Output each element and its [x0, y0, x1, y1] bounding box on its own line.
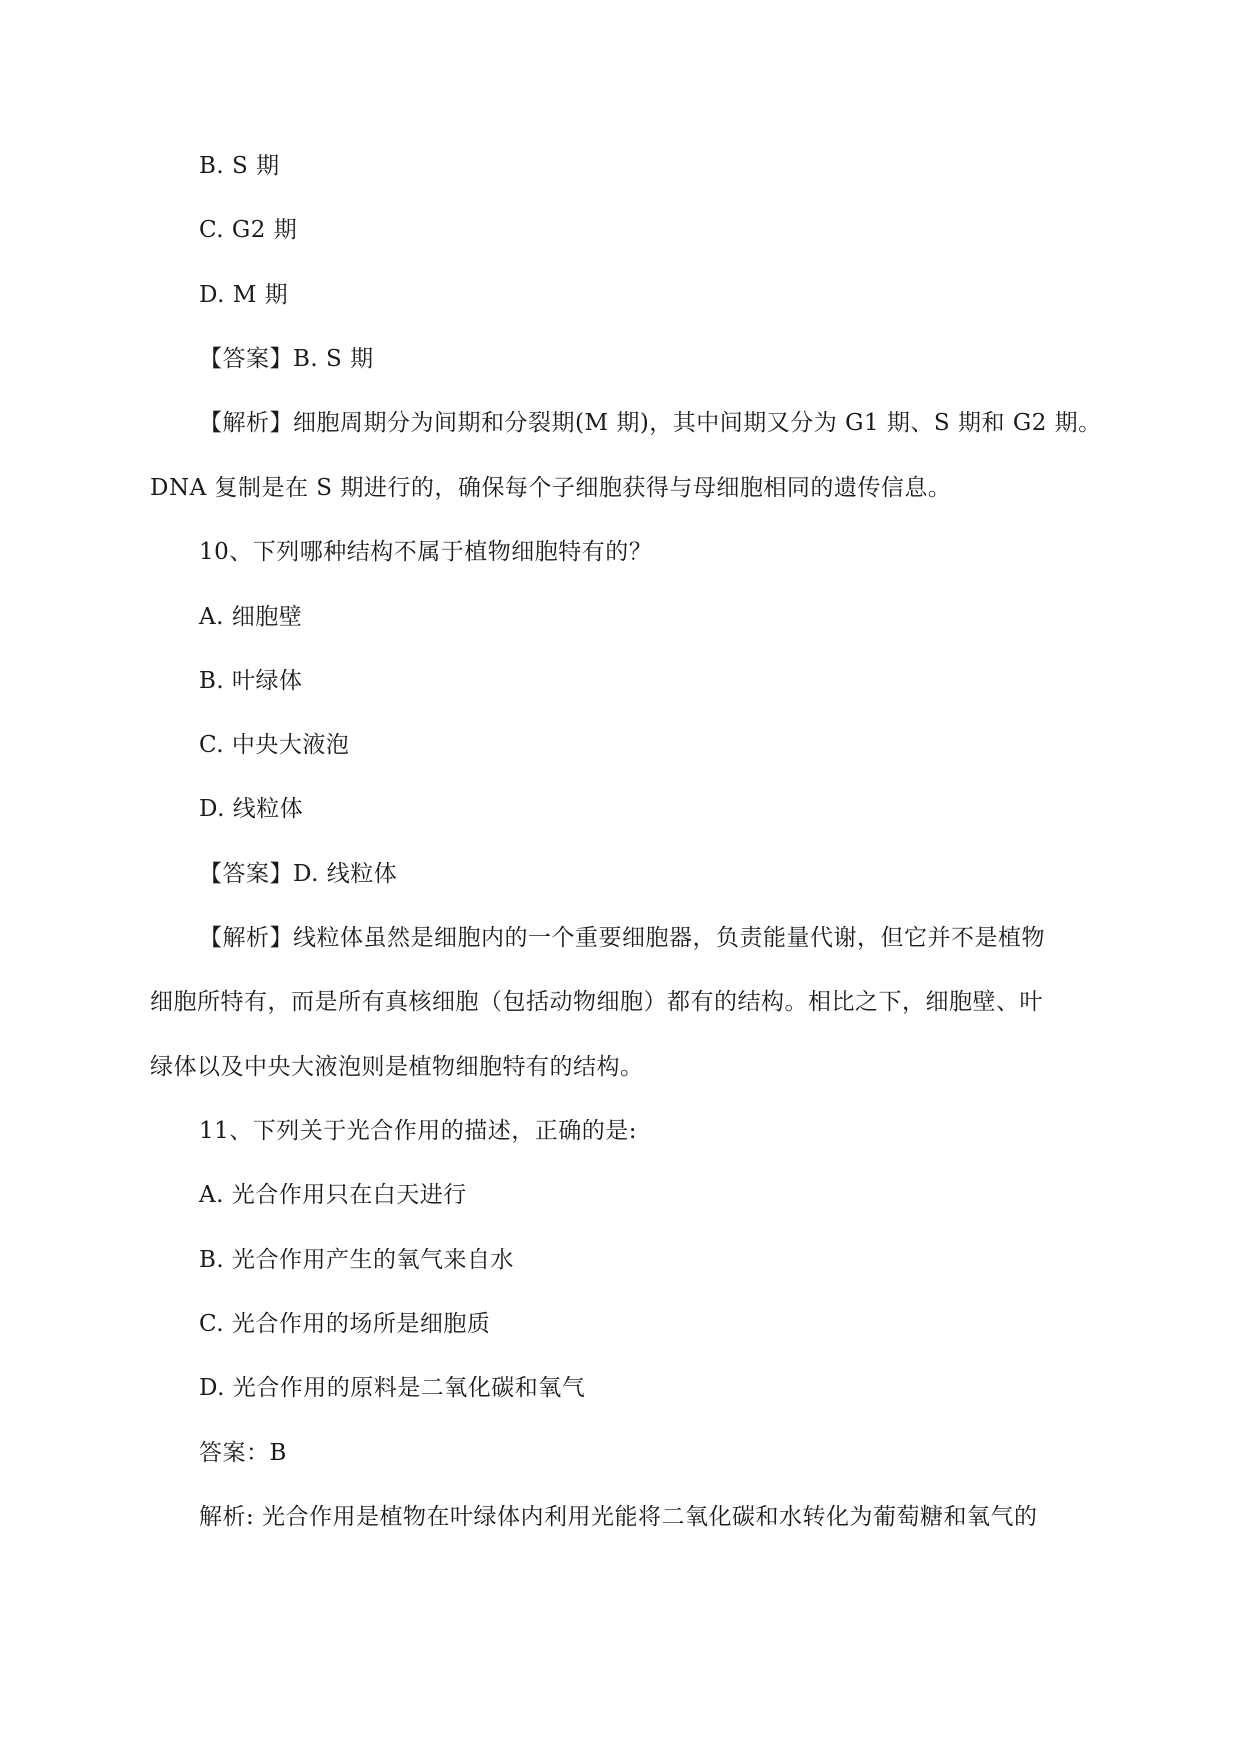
- q11-option-c: C. 光合作用的场所是细胞质: [199, 1311, 491, 1337]
- q10-answer: 【答案】D. 线粒体: [199, 861, 398, 887]
- q10-option-d: D. 线粒体: [199, 796, 304, 822]
- q10-analysis-line-2: 细胞所特有，而是所有真核细胞（包括动物细胞）都有的结构。相比之下，细胞壁、叶: [150, 989, 1043, 1015]
- q9-analysis-line-1: 【解析】细胞周期分为间期和分裂期(M 期)，其中间期又分为 G1 期、S 期和 G2 期。: [199, 410, 1102, 436]
- q10-option-b: B. 叶绿体: [199, 668, 303, 694]
- q10-question: 10、下列哪种结构不属于植物细胞特有的？: [199, 539, 653, 565]
- q10-analysis-line-1: 【解析】线粒体虽然是细胞内的一个重要细胞器，负责能量代谢，但它并不是植物: [199, 925, 1045, 951]
- q10-option-c: C. 中央大液泡: [199, 732, 350, 758]
- q11-option-a: A. 光合作用只在白天进行: [199, 1182, 467, 1208]
- q11-analysis-line-1: 解析: 光合作用是植物在叶绿体内利用光能将二氧化碳和水转化为葡萄糖和氧气的: [199, 1504, 1038, 1530]
- q9-option-b: B. S 期: [199, 153, 280, 179]
- q10-option-a: A. 细胞壁: [199, 604, 303, 630]
- q9-option-c: C. G2 期: [199, 217, 298, 243]
- q9-analysis-line-2: DNA 复制是在 S 期进行的，确保每个子细胞获得与母细胞相同的遗传信息。: [150, 475, 952, 501]
- q9-option-d: D. M 期: [199, 282, 289, 308]
- q9-answer: 【答案】B. S 期: [199, 346, 374, 372]
- q11-option-b: B. 光合作用产生的氧气来自水: [199, 1247, 515, 1273]
- q11-answer: 答案：B: [199, 1440, 287, 1466]
- q10-analysis-line-3: 绿体以及中央大液泡则是植物细胞特有的结构。: [150, 1054, 644, 1080]
- q11-option-d: D. 光合作用的原料是二氧化碳和氧气: [199, 1375, 586, 1401]
- q11-question: 11、下列关于光合作用的描述，正确的是:: [199, 1118, 638, 1144]
